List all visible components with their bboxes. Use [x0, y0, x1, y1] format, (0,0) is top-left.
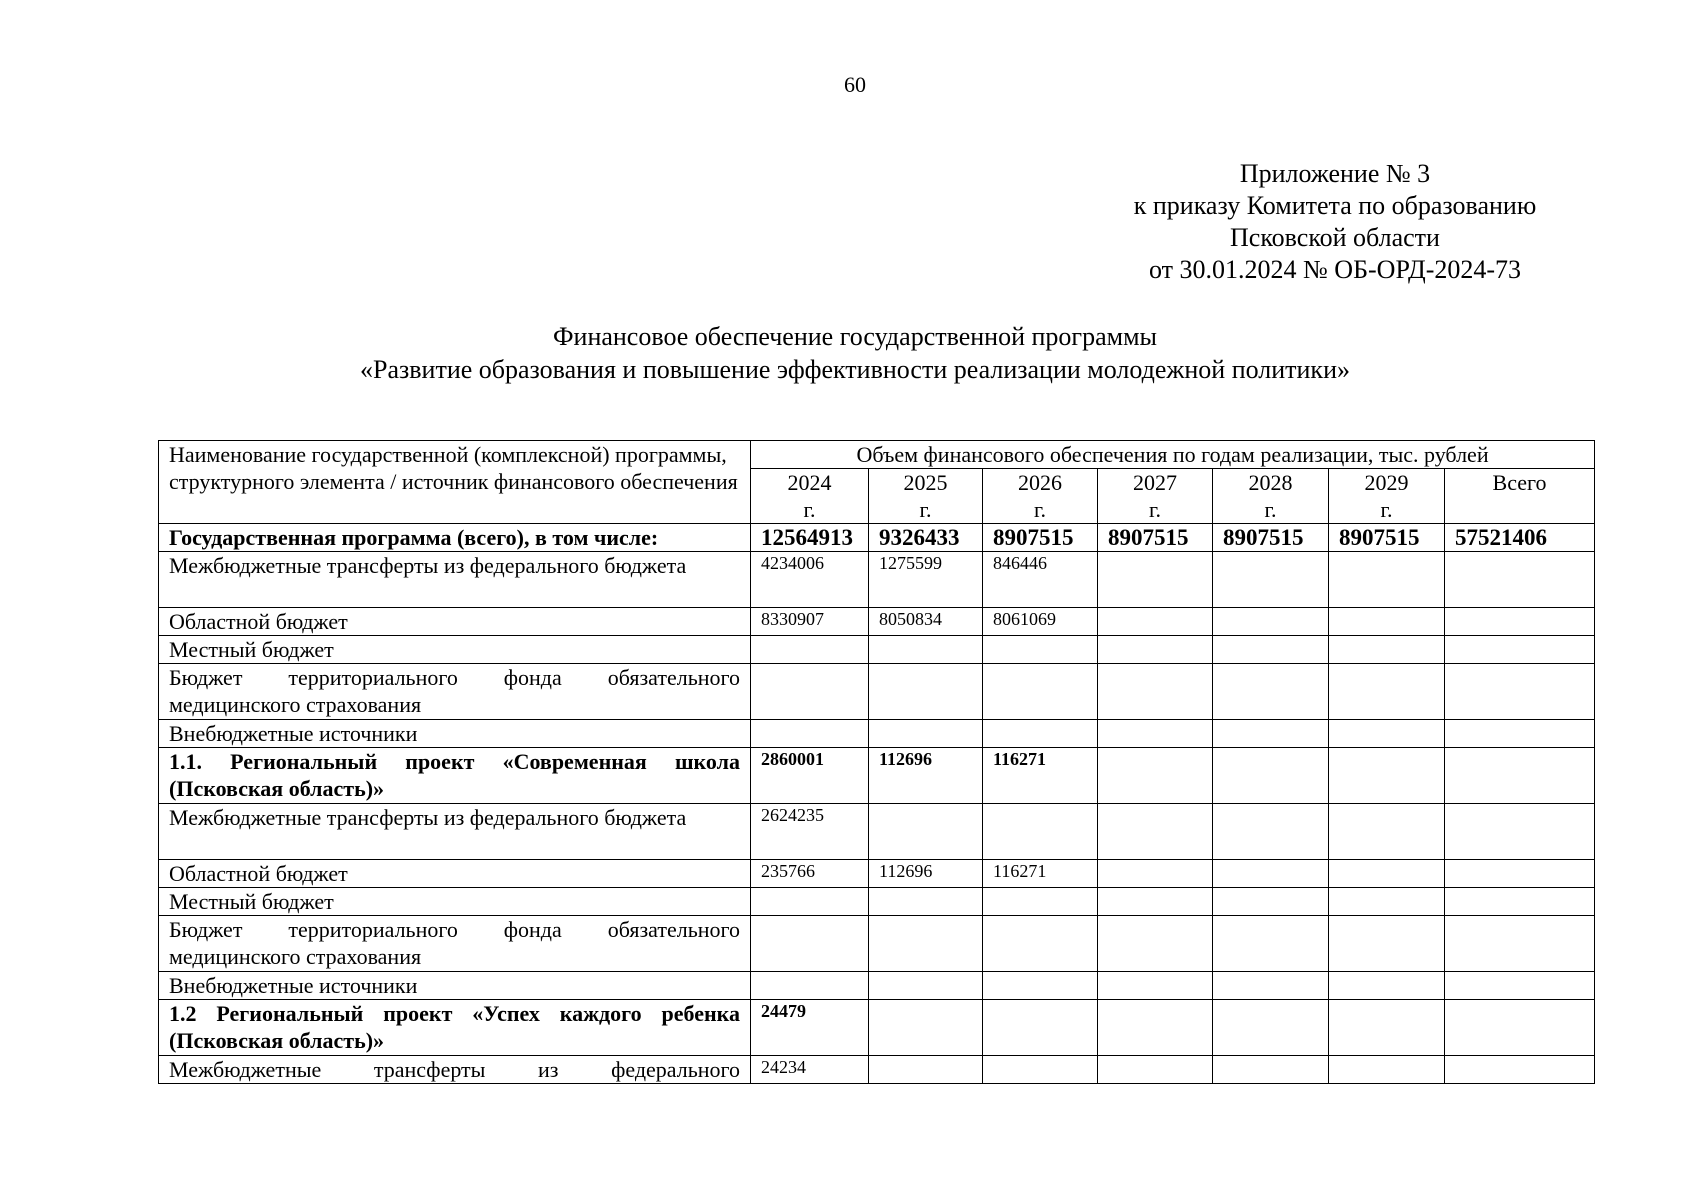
row-value: [1329, 860, 1445, 888]
header-year-suffix: г.: [1033, 497, 1047, 522]
row-name: Местный бюджет: [159, 636, 751, 664]
row-value: [751, 888, 869, 916]
appendix-line-4: от 30.01.2024 № ОБ-ОРД-2024-73: [1148, 255, 1522, 284]
row-value: [869, 1056, 983, 1084]
document-title-line-1: Финансовое обеспечение государственной программы: [552, 322, 1158, 351]
row-name: Межбюджетные трансферты из федерального бюджета: [159, 804, 751, 860]
header-year: 2024: [787, 470, 832, 495]
row-value: [1329, 664, 1445, 720]
row-value: 8050834: [869, 608, 983, 636]
header-year: 2025: [903, 470, 948, 495]
row-value: [983, 636, 1098, 664]
row-value: [983, 1000, 1098, 1056]
row-value: [1445, 804, 1595, 860]
table-row: [159, 524, 1595, 552]
row-value: 8330907: [751, 608, 869, 636]
row-value: [751, 636, 869, 664]
row-value: [1098, 1056, 1213, 1084]
row-value: [1445, 916, 1595, 972]
row-value: [1329, 1056, 1445, 1084]
row-value: [869, 720, 983, 748]
row-value: 24479: [751, 1000, 869, 1056]
header-year-suffix: г.: [919, 497, 932, 522]
table-row: [159, 1000, 1595, 1056]
table-row: [159, 552, 1595, 608]
header-year: 2027: [1133, 470, 1177, 495]
header-year-suffix: г.: [1380, 497, 1393, 522]
row-value: [869, 972, 983, 1000]
document-title: [0, 320, 1697, 386]
row-value: 8907515: [983, 524, 1098, 552]
row-value: [869, 804, 983, 860]
row-value: [1445, 972, 1595, 1000]
row-value: [1445, 1056, 1595, 1084]
row-value: 2624235: [751, 804, 869, 860]
table-header-row: [159, 441, 1595, 469]
row-value: 8907515: [1213, 524, 1329, 552]
row-value: 846446: [983, 552, 1098, 608]
table-row: [159, 916, 1595, 972]
row-value: [1445, 888, 1595, 916]
row-value: [1213, 720, 1329, 748]
table-row: [159, 748, 1595, 804]
table-row: [159, 1056, 1595, 1084]
header-year-cell: [1098, 469, 1213, 524]
table-row: [159, 804, 1595, 860]
header-year-suffix: г.: [1148, 497, 1162, 522]
row-value: [1445, 664, 1595, 720]
appendix-block: [1100, 158, 1570, 286]
row-value: [983, 888, 1098, 916]
row-value: 116271: [983, 748, 1098, 804]
row-value: [983, 1056, 1098, 1084]
row-value: [1098, 608, 1213, 636]
row-value: 235766: [751, 860, 869, 888]
row-name: Межбюджетные трансферты из федерального: [159, 1056, 751, 1084]
row-value: [983, 804, 1098, 860]
row-value: [1098, 972, 1213, 1000]
header-year-cell: [1329, 469, 1445, 524]
row-value: 8907515: [1329, 524, 1445, 552]
page-number: 60: [844, 72, 866, 97]
row-value: [1213, 608, 1329, 636]
row-value: [1213, 1000, 1329, 1056]
row-value: [1329, 748, 1445, 804]
row-value: 57521406: [1445, 524, 1595, 552]
row-value: 24234: [751, 1056, 869, 1084]
header-year-cell: [869, 469, 983, 524]
row-value: 2860001: [751, 748, 869, 804]
row-name: Бюджет территориального фонда обязательного медицинского страхования: [159, 664, 751, 720]
row-value: [1098, 804, 1213, 860]
header-total-cell: Всего: [1445, 469, 1595, 524]
header-year: 2028: [1248, 470, 1293, 495]
row-value: [1213, 748, 1329, 804]
row-value: [869, 636, 983, 664]
row-value: [1098, 860, 1213, 888]
row-value: [1213, 1056, 1329, 1084]
row-name: Внебюджетные источники: [159, 972, 751, 1000]
table-row: [159, 664, 1595, 720]
header-volume-cell: Объем финансового обеспечения по годам реализации, тыс. рублей: [751, 441, 1595, 469]
header-year: 2029: [1364, 470, 1409, 495]
table-row: [159, 972, 1595, 1000]
row-value: [1098, 552, 1213, 608]
appendix-line-3: Псковской области: [1230, 223, 1440, 252]
row-value: [1329, 552, 1445, 608]
row-value: [1098, 888, 1213, 916]
row-value: [1213, 972, 1329, 1000]
row-name: Внебюджетные источники: [159, 720, 751, 748]
row-value: [1329, 720, 1445, 748]
row-value: 9326433: [869, 524, 983, 552]
row-value: [1213, 664, 1329, 720]
row-value: 1275599: [869, 552, 983, 608]
row-value: [1445, 720, 1595, 748]
row-value: [751, 664, 869, 720]
row-value: [869, 888, 983, 916]
row-value: [1098, 664, 1213, 720]
row-name: Областной бюджет: [159, 608, 751, 636]
header-name-cell: Наименование государственной (комплексной) программы, структурного элемента / источник финансового обеспечения: [159, 441, 751, 524]
row-value: 112696: [869, 748, 983, 804]
row-value: [983, 664, 1098, 720]
row-value: [1329, 972, 1445, 1000]
table-row: [159, 860, 1595, 888]
row-value: [1329, 804, 1445, 860]
row-name: Межбюджетные трансферты из федерального бюджета: [159, 552, 751, 608]
row-value: [869, 916, 983, 972]
table-row: [159, 608, 1595, 636]
row-value: [1445, 608, 1595, 636]
row-value: [869, 1000, 983, 1056]
row-value: [1445, 748, 1595, 804]
row-value: [1329, 1000, 1445, 1056]
row-value: [1213, 552, 1329, 608]
row-value: 12564913: [751, 524, 869, 552]
row-value: [1098, 748, 1213, 804]
row-value: [1213, 916, 1329, 972]
row-value: [1213, 860, 1329, 888]
row-value: [751, 972, 869, 1000]
header-year-cell: [983, 469, 1098, 524]
header-year-cell: [751, 469, 869, 524]
row-value: [1329, 636, 1445, 664]
row-value: [869, 664, 983, 720]
header-year: 2026: [1018, 470, 1062, 495]
row-name: Местный бюджет: [159, 888, 751, 916]
row-value: [1213, 636, 1329, 664]
row-value: [1213, 804, 1329, 860]
row-value: [1329, 916, 1445, 972]
row-value: [1445, 636, 1595, 664]
financing-table-body: [159, 441, 1595, 1084]
header-year-suffix: г.: [803, 497, 816, 522]
row-value: [983, 916, 1098, 972]
row-value: [1098, 916, 1213, 972]
row-value: 8061069: [983, 608, 1098, 636]
table-row: [159, 720, 1595, 748]
row-value: [751, 916, 869, 972]
row-value: [1098, 636, 1213, 664]
row-name: Областной бюджет: [159, 860, 751, 888]
row-value: [1445, 860, 1595, 888]
row-name: Государственная программа (всего), в том числе:: [159, 524, 751, 552]
header-year-cell: [1213, 469, 1329, 524]
row-value: [1445, 1000, 1595, 1056]
row-value: [1098, 1000, 1213, 1056]
row-value: [1445, 552, 1595, 608]
appendix-line-2: к приказу Комитета по образованию: [1133, 191, 1537, 220]
table-row: [159, 636, 1595, 664]
row-name: 1.2 Региональный проект «Успех каждого ребенка (Псковская область)»: [159, 1000, 751, 1056]
document-title-line-2: «Развитие образования и повышение эффективности реализации молодежной политики»: [360, 355, 1350, 384]
row-value: [983, 720, 1098, 748]
financing-table: [158, 440, 1595, 1084]
row-value: [1329, 888, 1445, 916]
row-value: [983, 972, 1098, 1000]
row-value: 4234006: [751, 552, 869, 608]
header-year-suffix: г.: [1264, 497, 1277, 522]
row-value: [1213, 888, 1329, 916]
row-value: 112696: [869, 860, 983, 888]
row-value: [1098, 720, 1213, 748]
row-value: [1329, 608, 1445, 636]
table-row: [159, 888, 1595, 916]
appendix-line-1: Приложение № 3: [1239, 159, 1431, 188]
row-value: [751, 720, 869, 748]
row-value: 8907515: [1098, 524, 1213, 552]
row-name: Бюджет территориального фонда обязательного медицинского страхования: [159, 916, 751, 972]
row-value: 116271: [983, 860, 1098, 888]
row-name: 1.1. Региональный проект «Современная школа (Псковская область)»: [159, 748, 751, 804]
